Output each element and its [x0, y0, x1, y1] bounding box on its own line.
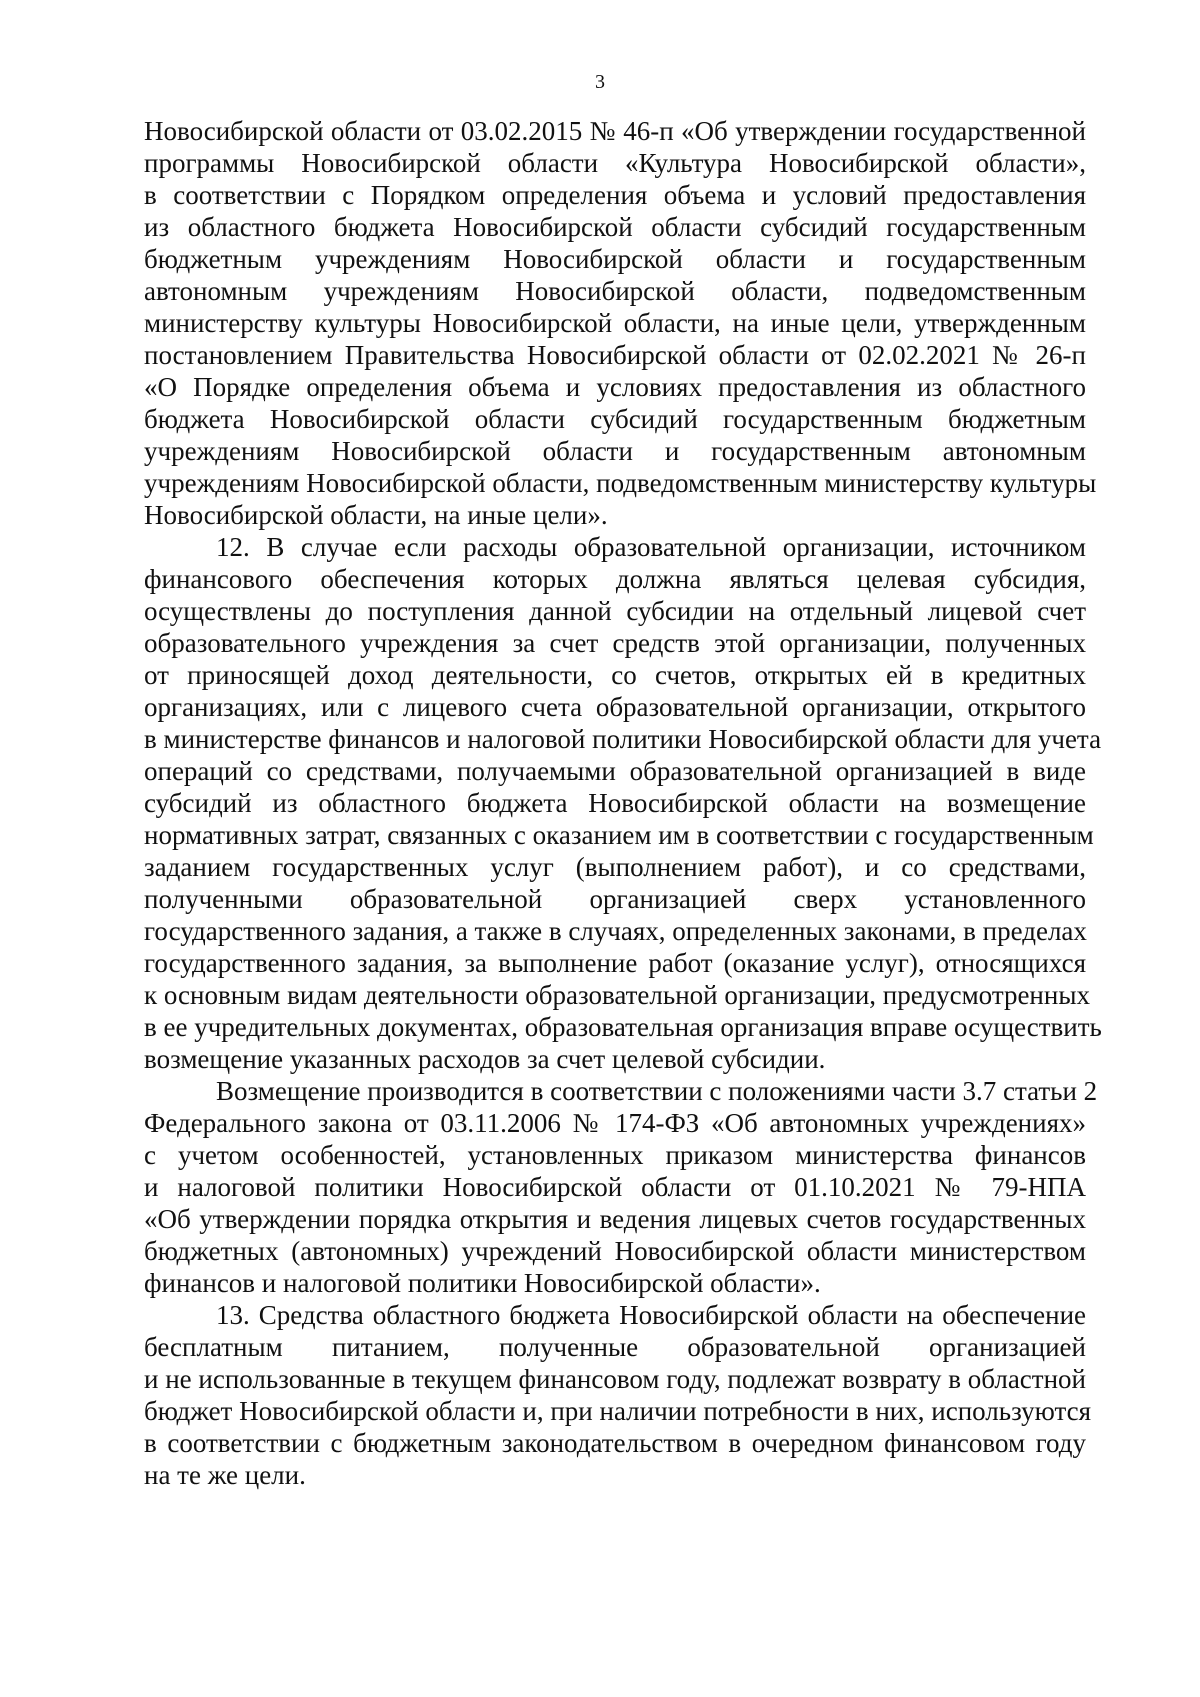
text-line: «Об утверждении порядка открытия и ведения лицевых счетов государственных — [144, 1204, 1086, 1234]
text-line: операций со средствами, получаемыми образовательной организацией в виде — [144, 756, 1086, 786]
text-line: образовательного учреждения за счет средств этой организации, полученных — [144, 628, 1086, 658]
text-line: финансового обеспечения которых должна являться целевая субсидия, — [144, 564, 1086, 594]
text-line: в министерстве финансов и налоговой политики Новосибирской области для учета — [144, 724, 1102, 754]
text-line: учреждениям Новосибирской области и государственным автономным — [144, 436, 1086, 466]
text-line: с учетом особенностей, установленных приказом министерства финансов — [144, 1140, 1086, 1170]
text-line: организациях, или с лицевого счета образовательной организации, открытого — [144, 692, 1086, 722]
text-line: министерству культуры Новосибирской области, на иные цели, утвержденным — [144, 308, 1086, 338]
text-line: в ее учредительных документах, образовательная организация вправе осуществить — [144, 1012, 1102, 1042]
text-line: заданием государственных услуг (выполнением работ), и со средствами, — [144, 852, 1086, 882]
paragraph-reimbursement-start: Возмещение производится в соответствии с положениями части 3.7 статьи 2 — [216, 1076, 1098, 1106]
text-line: осуществлены до поступления данной субсидии на отдельный лицевой счет — [144, 596, 1086, 626]
text-line: Федерального закона от 03.11.2006 № 174-ФЗ «Об автономных учреждениях» — [144, 1108, 1086, 1138]
text-line: государственного задания, а также в случаях, определенных законами, в пределах — [144, 916, 1087, 946]
text-line: бюджета Новосибирской области субсидий государственным бюджетным — [144, 404, 1086, 434]
text-line: в соответствии с Порядком определения объема и условий предоставления — [144, 180, 1086, 210]
text-line: финансов и налоговой политики Новосибирской области». — [144, 1268, 821, 1298]
text-line: бюджетных (автономных) учреждений Новосибирской области министерством — [144, 1236, 1086, 1266]
text-line: учреждениям Новосибирской области, подведомственным министерству культуры — [144, 468, 1097, 498]
text-line: полученными образовательной организацией сверх установленного — [144, 884, 1086, 914]
paragraph-12-start: 12. В случае если расходы образовательной организации, источником — [216, 532, 1086, 562]
text-line: и не использованные в текущем финансовом году, подлежат возврату в областной — [144, 1364, 1086, 1394]
page-number: 3 — [595, 71, 605, 93]
text-line: Новосибирской области от 03.02.2015 № 46-п «Об утверждении государственной — [144, 116, 1086, 146]
text-line: в соответствии с бюджетным законодательством в очередном финансовом году — [144, 1428, 1086, 1458]
text-line: бесплатным питанием, полученные образовательной организацией — [144, 1332, 1086, 1362]
text-line: бюджет Новосибирской области и, при наличии потребности в них, используются — [144, 1396, 1092, 1426]
text-line: к основным видам деятельности образовательной организации, предусмотренных — [144, 980, 1090, 1010]
text-line: возмещение указанных расходов за счет целевой субсидии. — [144, 1044, 826, 1074]
text-line: автономным учреждениям Новосибирской области, подведомственным — [144, 276, 1086, 306]
text-line: субсидий из областного бюджета Новосибирской области на возмещение — [144, 788, 1086, 818]
text-line: и налоговой политики Новосибирской области от 01.10.2021 № 79-НПА — [144, 1172, 1086, 1202]
text-line: Новосибирской области, на иные цели». — [144, 500, 608, 530]
document-body — [144, 115, 1102, 1491]
text-line: постановлением Правительства Новосибирской области от 02.02.2021 № 26-п — [144, 340, 1086, 370]
text-line: «О Порядке определения объема и условиях предоставления из областного — [144, 372, 1086, 402]
text-line: из областного бюджета Новосибирской области субсидий государственным — [144, 212, 1086, 242]
paragraph-13-start: 13. Средства областного бюджета Новосибирской области на обеспечение — [216, 1300, 1086, 1330]
text-line: программы Новосибирской области «Культура Новосибирской области», — [144, 148, 1086, 178]
text-line: от приносящей доход деятельности, со счетов, открытых ей в кредитных — [144, 660, 1086, 690]
text-line: государственного задания, за выполнение работ (оказание услуг), относящихся — [144, 948, 1086, 978]
text-line: нормативных затрат, связанных с оказанием им в соответствии с государственным — [144, 820, 1094, 850]
text-line: на те же цели. — [144, 1460, 306, 1490]
text-line: бюджетным учреждениям Новосибирской области и государственным — [144, 244, 1086, 274]
